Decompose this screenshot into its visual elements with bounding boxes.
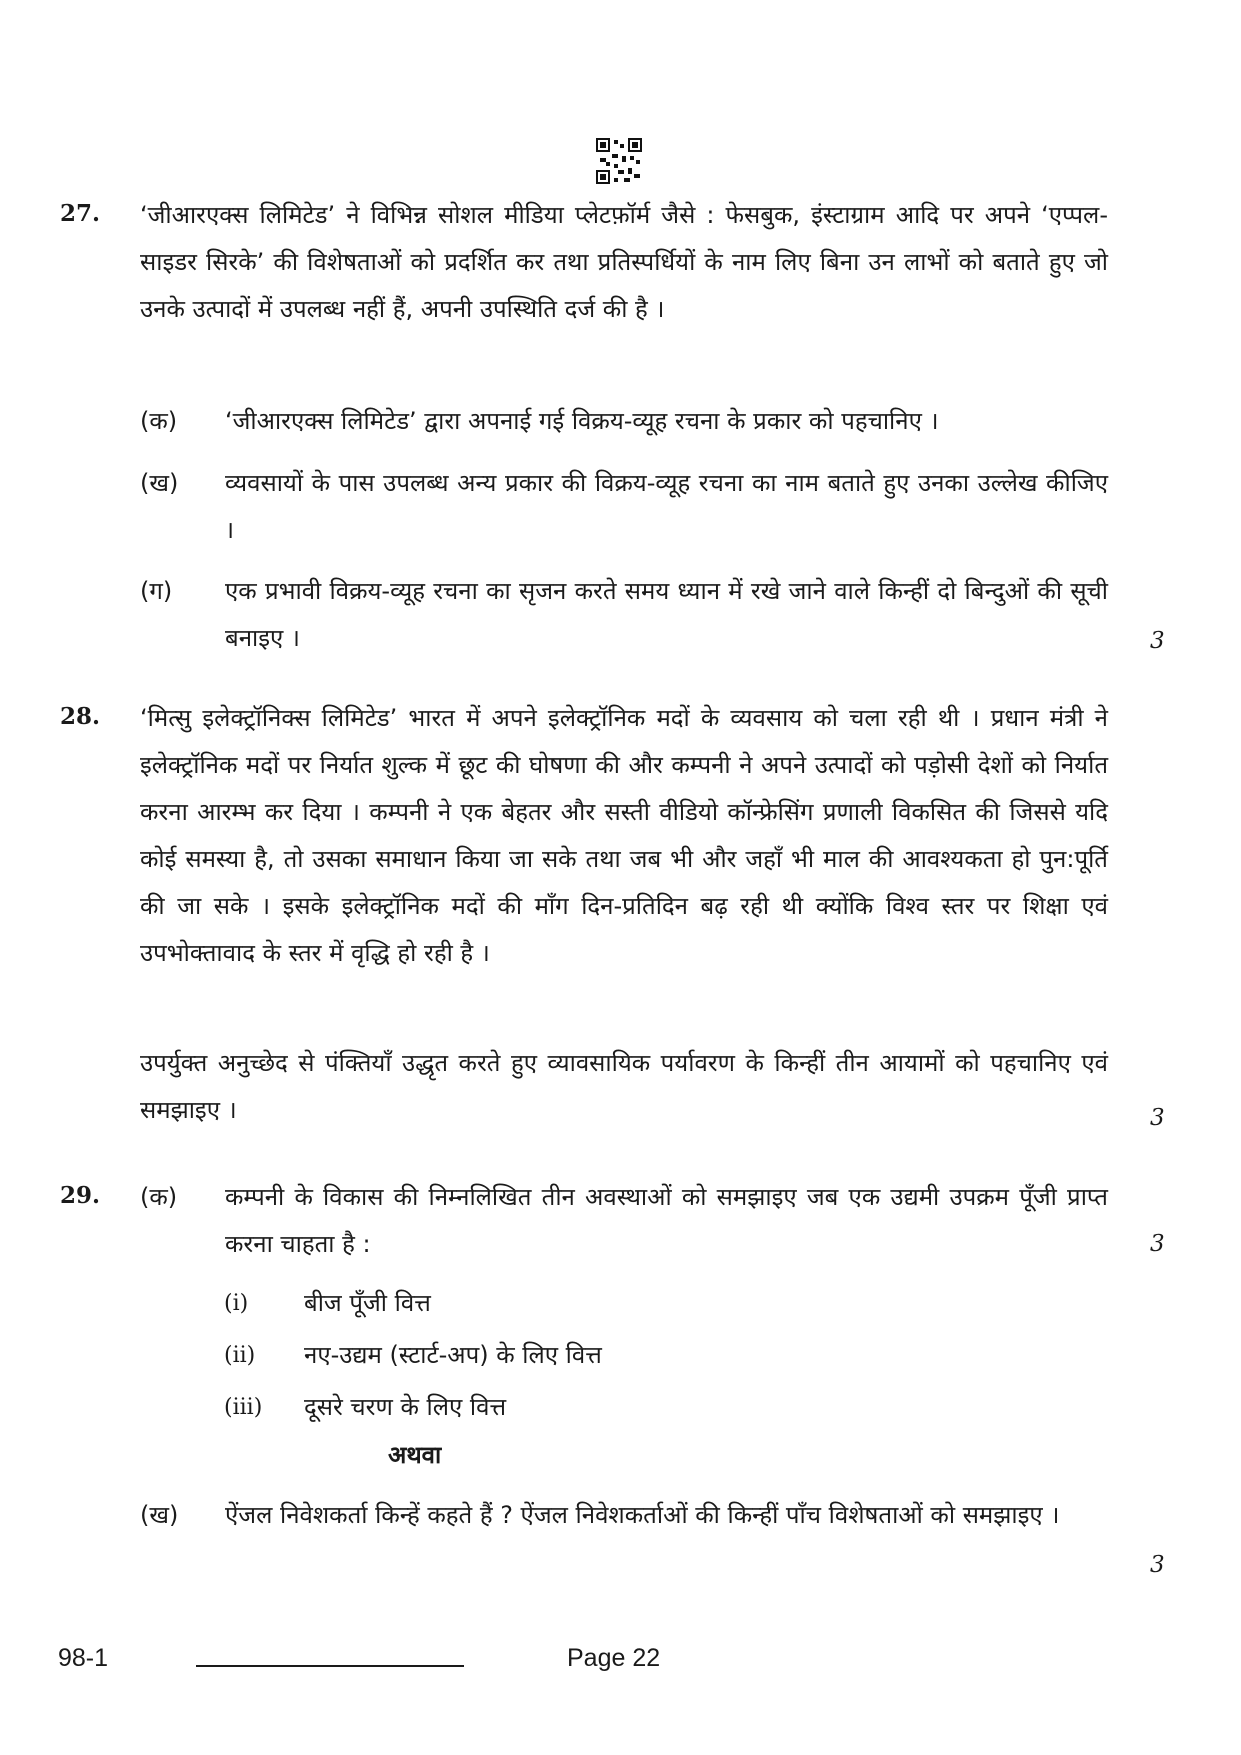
q27-part-ka-label: (क) xyxy=(140,407,178,435)
page-number: Page 22 xyxy=(567,1644,661,1672)
q29-part-kha-text: ऐंजल निवेशकर्ता किन्हें कहते हैं ? ऐंजल निवेशकर्ताओं की किन्हीं पाँच विशेषताओं को समझाइए । xyxy=(225,1501,1060,1529)
q27-marks: 3 xyxy=(1150,628,1165,654)
question-28-instruction: उपर्युक्त अनुच्छेद से पंक्तियाँ उद्धृत करते हुए व्यावसायिक पर्यावरण के किन्हीं तीन आयामों को पहचानिए एवं समझाइए । xyxy=(140,1049,1108,1124)
footer-divider xyxy=(196,1665,464,1667)
q27-part-ga-text: एक प्रभावी विक्रय-व्यूह रचना का सृजन करते समय ध्यान में रखे जाने वाले किन्हीं दो बिन्दुओं की सूची बनाइए । xyxy=(225,577,1108,652)
question-number-28: 28. xyxy=(60,703,101,730)
q29-item-ii-number: (ii) xyxy=(224,1343,256,1368)
q29-part-kha-label: (ख) xyxy=(140,1501,179,1529)
question-number-27: 27. xyxy=(60,200,101,227)
q28-marks: 3 xyxy=(1150,1105,1165,1131)
q29-part-ka-text: कम्पनी के विकास की निम्नलिखित तीन अवस्थाओं को समझाइए जब एक उद्यमी उपक्रम पूँजी प्राप्त करना चाहता है : xyxy=(225,1183,1108,1258)
q29-item-ii-text: नए-उद्यम (स्टार्ट-अप) के लिए वित्त xyxy=(304,1341,602,1369)
question-number-29: 29. xyxy=(60,1182,101,1209)
q29-item-iii-text: दूसरे चरण के लिए वित्त xyxy=(304,1393,507,1421)
q29-item-i-text: बीज पूँजी वित्त xyxy=(304,1289,431,1317)
q27-part-ga-label: (ग) xyxy=(140,577,173,605)
question-28-text: ‘मित्सु इलेक्ट्रॉनिक्स लिमिटेड’ भारत में अपने इलेक्ट्रॉनिक मदों के व्यवसाय को चला रही थी । प्रधान मंत्री ने इलेक्ट्रॉनिक मदों पर निर्यात शुल्क में छूट की घोषणा की और कम्पनी ने अपने उत्पादों को पड़ोसी देशों को निर्यात करना आरम्भ कर दिया । कम्पनी ने एक बेहतर और सस्ती वीडियो कॉन्फ्रेसिंग प्रणाली विकसित की जिससे यदि कोई समस्या है, तो उसका समाधान किया जा सके तथा जब भी और जहाँ भी माल की आवश्यकता हो पुन:पूर्ति की जा सके । इसके इलेक्ट्रॉनिक मदों की माँग दिन-प्रतिदिन बढ़ रही थी क्योंकि विश्व स्तर पर शिक्षा एवं उपभोक्तावाद के स्तर में वृद्धि हो रही है । xyxy=(140,704,1108,967)
q27-part-kha-label: (ख) xyxy=(140,469,179,497)
q29-part-ka-label: (क) xyxy=(140,1183,178,1211)
q27-part-ka-text: ‘जीआरएक्स लिमिटेड’ द्वारा अपनाई गई विक्रय-व्यूह रचना के प्रकार को पहचानिए । xyxy=(225,407,939,435)
qr-code-icon xyxy=(596,138,642,184)
or-separator: अथवा xyxy=(388,1441,442,1469)
q29-part-ka-marks: 3 xyxy=(1150,1231,1165,1257)
question-27-text: ‘जीआरएक्स लिमिटेड’ ने विभिन्न सोशल मीडिया प्लेटफ़ॉर्म जैसे : फेसबुक, इंस्टाग्राम आदि पर अपने ‘एप्पल-साइडर सिरके’ की विशेषताओं को प्रदर्शित कर तथा प्रतिस्पर्धियों के नाम लिए बिना उन लाभों को बताते हुए जो उनके उत्पादों में उपलब्ध नहीं हैं, अपनी उपस्थिति दर्ज की है । xyxy=(140,201,1108,323)
q29-item-i-number: (i) xyxy=(224,1291,249,1316)
q27-part-kha-text: व्यवसायों के पास उपलब्ध अन्य प्रकार की विक्रय-व्यूह रचना का नाम बताते हुए उनका उल्लेख कीजिए । xyxy=(225,469,1108,544)
q29-part-kha-marks: 3 xyxy=(1150,1552,1165,1578)
q29-item-iii-number: (iii) xyxy=(224,1395,263,1420)
paper-code: 98-1 xyxy=(58,1644,109,1672)
